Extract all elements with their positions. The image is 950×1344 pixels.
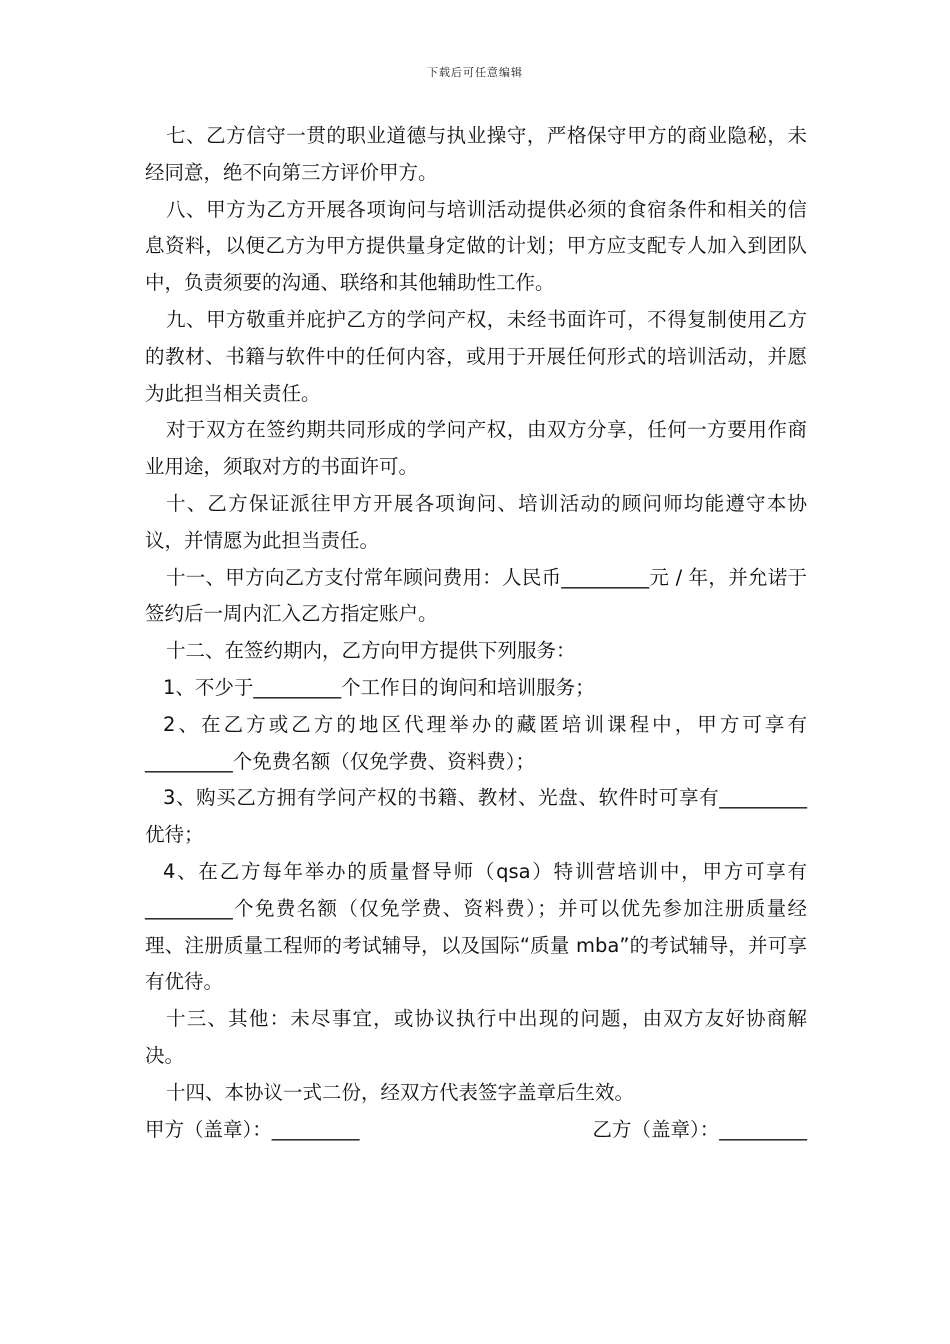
service-item-4: 4、在乙方每年举办的质量督导师（qsa）特训营培训中，甲方可享有_________个免费名额（仅免学费、资料费）；并可以优先参加注册质量经理、注册质量工程师的考试辅导，以及国际“质量 mba”的考试辅导，并可享有优待。 (145, 859, 807, 994)
clause-13: 十三、其他：未尽事宜，或协议执行中出现的问题，由双方友好协商解决。 (145, 1007, 807, 1067)
clause-12: 十二、在签约期内，乙方向甲方提供下列服务： (166, 639, 576, 663)
party-a-signature: 甲方（盖章）：_________ (145, 1117, 360, 1141)
clause-10: 十、乙方保证派往甲方开展各项询问、培训活动的顾问师均能遵守本协议，并情愿为此担当责任。 (145, 491, 807, 552)
clause-9: 九、甲方敬重并庇护乙方的学问产权，未经书面许可，不得复制使用乙方的教材、书籍与软件中的任何内容，或用于开展任何形式的培训活动，并愿为此担当相关责任。 (145, 307, 807, 405)
service-item-2: 2、在乙方或乙方的地区代理举办的藏匿培训课程中，甲方可享有_________个免费名额（仅免学费、资料费）； (145, 712, 807, 773)
clause-8: 八、甲方为乙方开展各项询问与培训活动提供必须的食宿条件和相关的信息资料，以便乙方为甲方提供量身定做的计划；甲方应支配专人加入到团队中，负责须要的沟通、联络和其他辅助性工作。 (145, 197, 807, 295)
service-item-3: 3、购买乙方拥有学问产权的书籍、教材、光盘、软件时可享有_________优待； (145, 786, 807, 847)
document-body (145, 118, 807, 1148)
clause-14: 十四、本协议一式二份，经双方代表签字盖章后生效。 (166, 1080, 635, 1104)
clause-9-ip-sharing: 对于双方在签约期共同形成的学问产权，由双方分享，任何一方要用作商业用途，须取对方的书面许可。 (145, 418, 807, 479)
clause-7: 七、乙方信守一贯的职业道德与执业操守，严格保守甲方的商业隐秘，未经同意，绝不向第三方评价甲方。 (145, 124, 807, 184)
signature-line (145, 1112, 807, 1149)
page-header: 下载后可任意编辑 (427, 66, 523, 79)
service-item-1: 1、不少于_________个工作日的询问和培训服务； (163, 675, 595, 699)
clause-11: 十一、甲方向乙方支付常年顾问费用：人民币_________元 / 年，并允诺于签约后一周内汇入乙方指定账户。 (145, 565, 807, 626)
party-b-signature: 乙方（盖章）：_________ (592, 1117, 807, 1141)
